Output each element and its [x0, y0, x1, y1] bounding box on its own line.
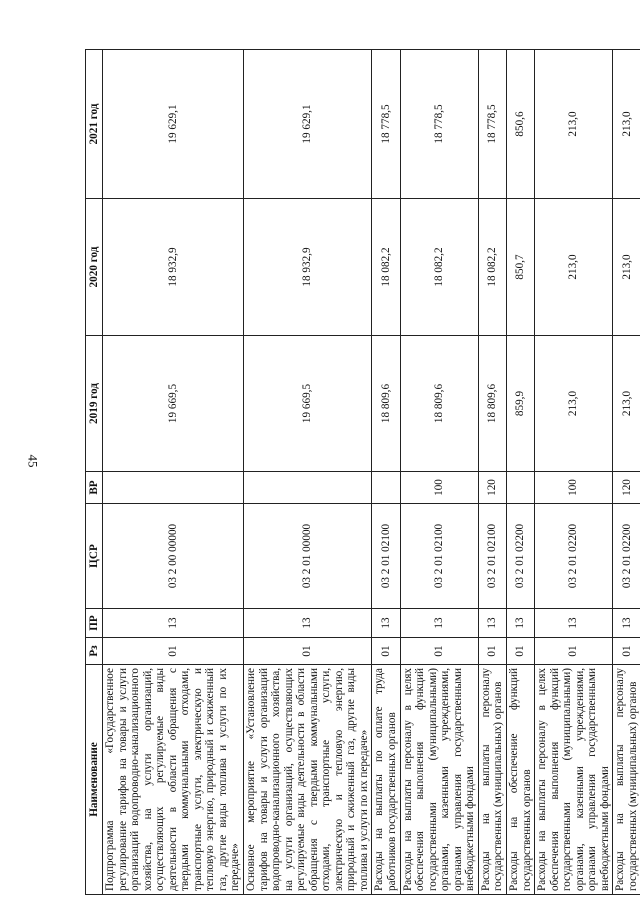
header-vr: ВР — [86, 472, 103, 504]
cell-rz: 01 — [372, 638, 400, 665]
cell-pr: 13 — [244, 609, 372, 638]
header-2019: 2019 год — [86, 336, 103, 472]
cell-rz: 01 — [535, 638, 613, 665]
cell-2019: 213,0 — [613, 336, 640, 472]
cell-2019: 19 669,5 — [103, 336, 244, 472]
cell-pr: 13 — [535, 609, 613, 638]
cell-2019: 18 809,6 — [372, 336, 400, 472]
page-number-text: 45 — [25, 454, 40, 467]
cell-pr: 13 — [400, 609, 478, 638]
cell-2021: 850,6 — [506, 50, 534, 199]
cell-2020: 850,7 — [506, 199, 534, 336]
cell-2019: 213,0 — [535, 336, 613, 472]
cell-2020: 18 082,2 — [478, 199, 506, 336]
cell-2021: 213,0 — [535, 50, 613, 199]
cell-csr: 03 2 01 00000 — [244, 504, 372, 609]
cell-name: Подпрограмма «Государственное регулирование тарифов на товары и услуги организаций водопроводно-канализационного хозяйства, на услуги организаций, осуществляющих регулируемые виды деятельности в области обращения с твердыми коммунальными отходами, транспортные услуги, электрическую и тепловую энергию, природный и сжиженный газ, другие виды топлива и услуги по их передаче» — [103, 665, 244, 895]
cell-2021: 19 629,1 — [103, 50, 244, 199]
header-2020: 2020 год — [86, 199, 103, 336]
cell-rz: 01 — [506, 638, 534, 665]
cell-pr: 13 — [506, 609, 534, 638]
cell-csr: 03 2 01 02200 — [506, 504, 534, 609]
header-2021: 2021 год — [86, 50, 103, 199]
table-row — [372, 50, 400, 895]
cell-rz: 01 — [400, 638, 478, 665]
cell-2021: 18 778,5 — [400, 50, 478, 199]
cell-2019: 859,9 — [506, 336, 534, 472]
cell-rz: 01 — [478, 638, 506, 665]
page-number — [24, 8, 40, 913]
cell-2019: 19 669,5 — [244, 336, 372, 472]
cell-vr — [244, 472, 372, 504]
cell-2019: 18 809,6 — [478, 336, 506, 472]
cell-name: Расходы на обеспечение функций государственных органов — [506, 665, 534, 895]
cell-pr: 13 — [613, 609, 640, 638]
table-row — [535, 50, 613, 895]
cell-csr: 03 2 01 02100 — [400, 504, 478, 609]
table-row — [506, 50, 534, 895]
header-pr: ПР — [86, 609, 103, 638]
header-rz: Рз — [86, 638, 103, 665]
header-name: Наименование — [86, 665, 103, 895]
cell-pr: 13 — [103, 609, 244, 638]
cell-vr — [506, 472, 534, 504]
cell-vr: 120 — [478, 472, 506, 504]
cell-2020: 213,0 — [613, 199, 640, 336]
table-row — [103, 50, 244, 895]
cell-vr: 100 — [535, 472, 613, 504]
cell-2020: 18 932,9 — [103, 199, 244, 336]
cell-csr: 03 2 01 02100 — [478, 504, 506, 609]
cell-name: Расходы на выплаты персоналу государственных (муниципальных) органов — [613, 665, 640, 895]
budget-table — [85, 49, 640, 895]
cell-rz: 01 — [613, 638, 640, 665]
cell-2021: 18 778,5 — [478, 50, 506, 199]
cell-2020: 213,0 — [535, 199, 613, 336]
header-csr: ЦСР — [86, 504, 103, 609]
cell-pr: 13 — [478, 609, 506, 638]
cell-name: Расходы на выплаты по оплате труда работников государственных органов — [372, 665, 400, 895]
cell-vr: 120 — [613, 472, 640, 504]
cell-2021: 213,0 — [613, 50, 640, 199]
cell-csr: 03 2 01 02200 — [535, 504, 613, 609]
cell-2020: 18 932,9 — [244, 199, 372, 336]
cell-vr — [103, 472, 244, 504]
cell-2019: 18 809,6 — [400, 336, 478, 472]
table-row — [613, 50, 640, 895]
cell-rz: 01 — [244, 638, 372, 665]
cell-name: Основное мероприятие «Установление тарифов на товары и услуги организаций водопроводно-канализационного хозяйства, на услуги организаций, осуществляющих регулируемые виды деятельности в области обращения с твердыми коммунальными отходами, транспортные услуги, электрическую и тепловую энергию, природный и сжиженный газ, другие виды топлива и услуги по их передаче» — [244, 665, 372, 895]
cell-name: Расходы на выплаты персоналу в целях обеспечения выполнения функций государственными (муниципальными) органами, казенными учреждениями, органами управления государственными внебюджетными фондами — [535, 665, 613, 895]
cell-rz: 01 — [103, 638, 244, 665]
table-row — [244, 50, 372, 895]
cell-name: Расходы на выплаты персоналу государственных (муниципальных) органов — [478, 665, 506, 895]
cell-2021: 18 778,5 — [372, 50, 400, 199]
table-row — [400, 50, 478, 895]
cell-name: Расходы на выплаты персоналу в целях обеспечения выполнения функций государственными (муниципальными) органами, казенными учреждениями, органами управления государственными внебюджетными фондами — [400, 665, 478, 895]
cell-pr: 13 — [372, 609, 400, 638]
table-row — [478, 50, 506, 895]
cell-2021: 19 629,1 — [244, 50, 372, 199]
cell-csr: 03 2 01 02100 — [372, 504, 400, 609]
rotated-page-content — [85, 50, 639, 895]
cell-csr: 03 2 00 00000 — [103, 504, 244, 609]
cell-vr: 100 — [400, 472, 478, 504]
cell-vr — [372, 472, 400, 504]
cell-csr: 03 2 01 02200 — [613, 504, 640, 609]
cell-2020: 18 082,2 — [400, 199, 478, 336]
cell-2020: 18 082,2 — [372, 199, 400, 336]
table-header-row — [86, 50, 103, 895]
